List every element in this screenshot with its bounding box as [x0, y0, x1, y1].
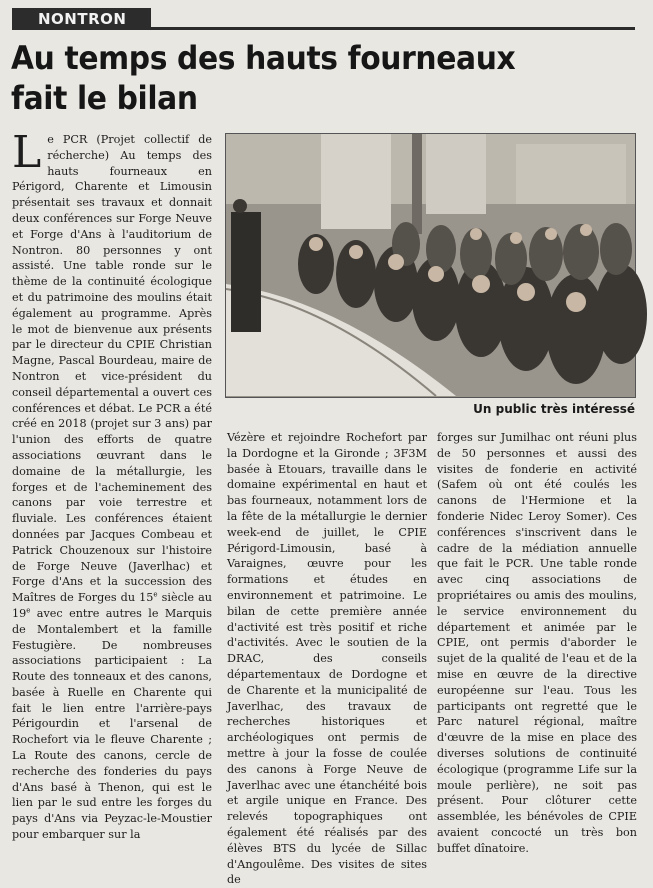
- col1-text-c: avec entre autres le Marquis de Montalembert et la famille Festugière. De nombreuses associations participaient : La Route des tonneaux et des canons, basée à Ruelle en Charente qui fait le lien entre l'arrière-pays Périgourdin et l'arsenal de Rochefort via le fleuve Charente ; La Route des canons, cercle de recherche des fonderies du pays d'Ans basé à Thenon, qui est le lien par le sud entre les forges du pays d'Ans via Peyzac-le-Moustier pour embarquer sur la: [12, 606, 212, 842]
- article-paragraph-1: [12, 127, 212, 843]
- century-19-suffix: e: [26, 606, 31, 615]
- article-column-1: [12, 127, 212, 856]
- photo-caption: Un public très intéressé: [473, 402, 635, 416]
- headline-line-1: Au temps des hauts fourneaux: [11, 39, 516, 77]
- audience-photo: [225, 133, 636, 398]
- col1-text-a: e PCR (Projet collectif de récherche) Au temps des hauts fourneaux en Périgord, Charente et Limousin présentait ses travaux et donnait deux conférences sur Forge Neuve et Forge d'Ans à l'auditorium de Nontron. 80 personnes y ont assisté. Une table ronde sur le thème de la continuité écologique et du patrimoine des moulins était également au programme. Après le mot de bienvenue aux présents par le directeur du CPIE Christian Magne, Pascal Bourdeau, maire de Nontron et vice-président du conseil départemental a ouvert ces conférences et débat. Le PCR a été créé en 2018 (projet sur 3 ans) par l'union des efforts de quatre associations œuvrant dans le domaine de la métallurgie, les forges et de l'acheminement des canons par voie terrestre et fluviale. Les conférences étaient données par Jacques Combeau et Patrick Chouzenoux sur l'histoire de Forge Neuve (Javerlhac) et Forge d'Ans et la succession des Maîtres de Forges du: [12, 133, 212, 605]
- article-column-3: [437, 430, 637, 856]
- article-paragraph-2: Vézère et rejoindre Rochefort par la Dordogne et la Gironde ; 3F3M basée à Etouars, travaille dans le domaine expérimental en haut et bas fourneaux, notamment lors de la fête de la métallurgie le dernier week-end de juillet, le CPIE Périgord-Limousin, basé à Varaignes, œuvre pour les formations et études en environnement et patrimoine. Le bilan de cette première année d'activité est très positif et riche d'activités. Avec le soutien de la DRAC, des conseils départementaux de Dordogne et de Charente et la municipalité de Javerlhac, des travaux de recherches historiques et archéologiques ont permis de mettre à jour la fosse de coulée des canons à Forge Neuve de Javerlhac avec une étanchéité bois et argile unique en France. Des relevés topographiques ont également été réalisés par des élèves BTS du lycée de Sillac d'Angoulême. Des visites de sites de: [227, 431, 427, 887]
- article-column-2: [227, 430, 427, 887]
- article-headline: [11, 38, 592, 118]
- section-rule: [151, 27, 635, 30]
- col1-text-b: siècle au: [157, 591, 212, 605]
- drop-cap: L: [12, 127, 42, 178]
- headline-line-2: fait le bilan: [11, 79, 198, 117]
- audience-photo-drawing: [226, 134, 635, 397]
- century-15: 15: [139, 591, 154, 605]
- article-paragraph-3: forges sur Jumilhac ont réuni plus de 50 personnes et aussi des visites de fonderie en activité (Safem où ont été coulés les canons de l'Hermione et la fonderie Nidec Leroy Somer). Ces conférences s'inscrivent dans le cadre de la médiation annuelle que fait le PCR. Une table ronde avec cinq associations de propriétaires ou amis des moulins, le service environnement du département et animée par le CPIE, ont permis d'aborder le sujet de la qualité de l'eau et de la mise en œuvre de la directive européenne sur l'eau. Tous les participants ont regretté que le Parc naturel régional, maître d'œuvre de la mise en place des diverses solutions de continuité écologique (programme Life sur la moule perlière), ne soit pas présent. Pour clôturer cette assemblée, les bénévoles de CPIE avaient concocté un très bon buffet dînatoire.: [437, 431, 637, 855]
- section-label: NONTRON: [12, 8, 151, 30]
- century-15-suffix: e: [153, 590, 158, 599]
- century-19: 19: [12, 606, 27, 620]
